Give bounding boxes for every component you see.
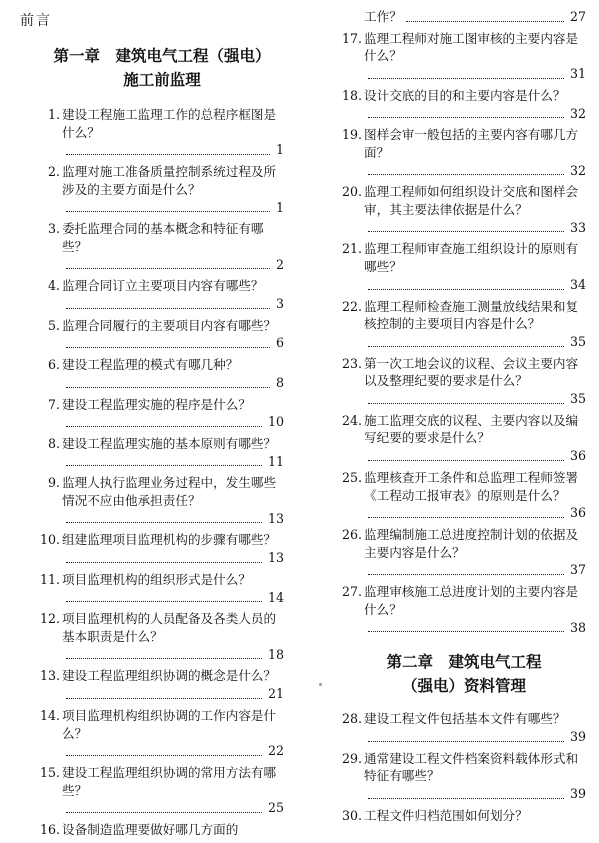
toc-entry-25[interactable] xyxy=(342,469,586,522)
toc-entry-9[interactable] xyxy=(40,474,284,527)
preface-heading: 前言 xyxy=(20,13,52,29)
toc-entry-16[interactable] xyxy=(40,821,284,839)
toc-entry-text: 建设工程文件包括基本文件有哪些？ xyxy=(364,711,566,727)
leader-dots xyxy=(368,797,564,799)
toc-entry-page: 35 xyxy=(569,391,586,407)
toc-entry-page: 32 xyxy=(569,162,586,178)
toc-entry-number: 19 . xyxy=(342,126,362,144)
toc-entry-number: 13 . xyxy=(40,667,60,685)
toc-entry-12[interactable] xyxy=(40,610,284,663)
toc-entry-3[interactable] xyxy=(40,220,284,273)
toc-entry-text: 监理核查开工条件和总监理工程师签署《工程动工报审表》的原则是什么？ xyxy=(364,469,579,503)
toc-entry-number: 26 . xyxy=(342,526,362,544)
toc-entry-page: 25 xyxy=(267,800,284,816)
toc-entry-text: 工作？ xyxy=(364,9,402,24)
toc-entry-number: 1 . xyxy=(40,106,60,124)
toc-entry-number: 16 . xyxy=(40,821,60,839)
toc-entry-number: 8 . xyxy=(40,435,60,453)
toc-entry-14[interactable] xyxy=(40,707,284,760)
toc-entry-number: 22 . xyxy=(342,298,362,316)
chapter-2-title-line1: 第二章 建筑电气工程 xyxy=(386,652,542,672)
toc-entry-page: 13 xyxy=(267,510,284,526)
toc-entry-19[interactable] xyxy=(342,126,586,179)
toc-entry-text: 建设工程监理组织协调的概念是什么？ xyxy=(62,668,277,684)
leader-dots xyxy=(66,346,270,348)
leader-dots xyxy=(66,754,262,756)
toc-entry-page: 2 xyxy=(275,256,284,272)
leader-dots xyxy=(66,267,270,269)
toc-entry-26[interactable] xyxy=(342,526,586,579)
toc-entry-27[interactable] xyxy=(342,583,586,636)
toc-entry-number: 27 . xyxy=(342,583,362,601)
leader-dots xyxy=(368,77,564,79)
toc-entry-22[interactable] xyxy=(342,298,586,351)
leader-dots xyxy=(368,402,564,404)
leader-dots xyxy=(66,657,262,659)
toc-entry-7[interactable] xyxy=(40,396,284,431)
toc-entry-number: 12 . xyxy=(40,610,60,628)
toc-entry-page: 39 xyxy=(569,786,586,802)
leader-dots xyxy=(368,230,564,232)
leader-dots xyxy=(66,600,262,602)
toc-entry-number: 30 . xyxy=(342,807,362,825)
toc-entry-2[interactable] xyxy=(40,163,284,216)
toc-entry-number: 10 . xyxy=(40,531,60,549)
toc-entry-page: 32 xyxy=(569,105,586,121)
toc-entry-page: 39 xyxy=(569,728,586,744)
toc-entry-text: 通常建设工程文件档案资料载体形式和特征有哪些？ xyxy=(364,750,579,784)
toc-entry-page: 1 xyxy=(275,199,284,215)
toc-entry-text: 监理工程师审查施工组织设计的原则有哪些？ xyxy=(364,241,579,275)
leader-dots xyxy=(66,307,270,309)
toc-entry-number: 18 . xyxy=(342,87,362,105)
toc-entry-number: 15 . xyxy=(40,764,60,782)
toc-entry-number: 28 . xyxy=(342,710,362,728)
leader-dots xyxy=(368,516,564,518)
toc-entry-text: 建设工程监理组织协调的常用方法有哪些？ xyxy=(62,764,277,798)
toc-entry-number: 3 . xyxy=(40,220,60,238)
toc-left-column xyxy=(40,44,284,843)
leader-dots xyxy=(368,573,564,575)
toc-entry-number: 14 . xyxy=(40,707,60,725)
toc-entry-6[interactable] xyxy=(40,356,284,391)
leader-dots xyxy=(368,173,564,175)
toc-entry-page: 37 xyxy=(569,562,586,578)
toc-entry-number: 29 . xyxy=(342,750,362,768)
toc-entry-13[interactable] xyxy=(40,667,284,702)
toc-entry-text: 监理合同订立主要项目内容有哪些？ xyxy=(62,278,264,294)
toc-entry-number: 4 . xyxy=(40,277,60,295)
toc-entry-page: 1 xyxy=(275,142,284,158)
toc-entry-page: 3 xyxy=(275,296,284,312)
leader-dots xyxy=(66,811,262,813)
leader-dots xyxy=(66,521,262,523)
toc-entry-text: 监理人执行监理业务过程中，发生哪些情况不应由他承担责任？ xyxy=(62,475,277,509)
toc-entry-text: 建设工程监理实施的程序是什么？ xyxy=(62,396,251,412)
toc-entry-number: 2 . xyxy=(40,163,60,181)
toc-entry-text: 项目监理机构组织协调的工作内容是什么？ xyxy=(62,707,277,741)
toc-entry-number: 24 . xyxy=(342,412,362,430)
toc-entry-text: 监理编制施工总进度控制计划的依据及主要内容是什么？ xyxy=(364,526,579,560)
toc-entry-text: 监理工程师对施工图审核的主要内容是什么？ xyxy=(364,30,579,64)
toc-entry-24[interactable] xyxy=(342,412,586,465)
toc-entry-text: 监理合同履行的主要项目内容有哪些？ xyxy=(62,317,277,333)
toc-entry-text: 设备制造监理要做好哪几方面的 xyxy=(62,822,239,838)
toc-entry-number: 17 . xyxy=(342,30,362,48)
toc-entry-5[interactable] xyxy=(40,317,284,352)
toc-entry-page: 21 xyxy=(267,686,284,702)
toc-entry-number: 23 . xyxy=(342,355,362,373)
toc-entry-page: 14 xyxy=(267,589,284,605)
toc-entry-text: 项目监理机构的组织形式是什么？ xyxy=(62,571,251,587)
toc-entry-number: 6 . xyxy=(40,356,60,374)
toc-entry-number: 9 . xyxy=(40,474,60,492)
leader-dots xyxy=(66,153,270,155)
toc-entry-page: 36 xyxy=(569,505,586,521)
toc-entry-page: 35 xyxy=(569,333,586,349)
leader-dots xyxy=(406,20,564,22)
toc-entry-text: 监理工程师如何组织设计交底和图样会审，其主要法律依据是什么？ xyxy=(364,184,579,218)
leader-dots xyxy=(368,740,564,742)
toc-entry-text: 第一次工地会议的议程、会议主要内容以及整理纪要的要求是什么？ xyxy=(364,355,579,389)
toc-entry-number: 11 . xyxy=(40,571,60,589)
decorative-dot xyxy=(319,683,322,686)
toc-entry-number: 5 . xyxy=(40,317,60,335)
toc-entry-page: 33 xyxy=(569,219,586,235)
toc-entry-page: 36 xyxy=(569,448,586,464)
toc-entry-text: 组建监理项目监理机构的步骤有哪些？ xyxy=(62,532,277,548)
toc-entry-page: 6 xyxy=(275,335,284,351)
toc-entry-18[interactable] xyxy=(342,87,586,122)
toc-entry-11[interactable] xyxy=(40,571,284,606)
toc-entry-text: 监理审核施工总进度计划的主要内容是什么？ xyxy=(364,584,579,617)
toc-entry-text: 项目监理机构的人员配备及各类人员的基本职责是什么？ xyxy=(62,611,277,644)
toc-entry-text: 建设工程施工监理工作的总程序框图是什么？ xyxy=(62,107,277,140)
leader-dots xyxy=(368,345,564,347)
toc-entry-text: 建设工程监理的模式有哪几种？ xyxy=(62,357,239,373)
toc-entry-text: 委托监理合同的基本概念和特征有哪些？ xyxy=(62,221,264,254)
chapter-2-title-line2: （强电）资料管理 xyxy=(401,676,526,696)
toc-entry-10[interactable] xyxy=(40,531,284,566)
toc-entry-1[interactable] xyxy=(40,106,284,159)
toc-entry-page: 31 xyxy=(569,66,586,82)
toc-entry-text: 工程文件归档范围如何划分？ xyxy=(364,807,528,823)
toc-entry-page: 34 xyxy=(569,276,586,292)
chapter-1-title-line2: 施工前监理 xyxy=(123,70,201,89)
toc-entry-4[interactable] xyxy=(40,277,284,312)
toc-entry-21[interactable] xyxy=(342,240,586,293)
leader-dots xyxy=(66,561,262,563)
chapter-1-title-line1: 第一章 建筑电气工程（强电） xyxy=(53,46,271,65)
toc-entry-8[interactable] xyxy=(40,435,284,470)
toc-entry-page: 11 xyxy=(267,453,284,469)
toc-entry-number: 7 . xyxy=(40,396,60,414)
leader-dots xyxy=(368,459,564,461)
leader-dots xyxy=(66,386,270,388)
toc-entry-number: 20 . xyxy=(342,183,362,201)
toc-entry-29[interactable] xyxy=(342,750,586,803)
toc-entry-28[interactable] xyxy=(342,710,586,745)
toc-entry-text: 监理工程师检查施工测量放线结果和复核控制的主要项目内容是什么？ xyxy=(364,298,579,332)
leader-dots xyxy=(66,210,270,212)
toc-entry-number: 25 . xyxy=(342,469,362,487)
leader-dots xyxy=(368,288,564,290)
leader-dots xyxy=(66,464,262,466)
toc-entry-text: 图样会审一般包括的主要内容有哪几方面？ xyxy=(364,127,579,160)
leader-dots xyxy=(66,425,262,427)
toc-entry-page: 10 xyxy=(267,414,284,430)
toc-entry-text: 施工监理交底的议程、主要内容以及编写纪要的要求是什么？ xyxy=(364,412,579,446)
toc-entry-17[interactable] xyxy=(342,30,586,83)
toc-entry-text: 监理对施工准备质量控制系统过程及所涉及的主要方面是什么？ xyxy=(62,164,277,197)
leader-dots xyxy=(66,697,262,699)
toc-entry-text: 建设工程监理实施的基本原则有哪些？ xyxy=(62,435,277,451)
toc-entry-page: 8 xyxy=(275,374,284,390)
toc-entry-page: 22 xyxy=(267,743,284,759)
toc-entry-30[interactable] xyxy=(342,807,586,825)
toc-entry-page: 13 xyxy=(267,550,284,566)
leader-dots xyxy=(368,630,564,632)
toc-entry-15[interactable] xyxy=(40,764,284,817)
toc-entry-20[interactable] xyxy=(342,183,586,236)
toc-entry-page: 38 xyxy=(569,619,586,635)
toc-right-column xyxy=(342,8,586,828)
toc-entry-text: 设计交底的目的和主要内容是什么？ xyxy=(364,87,566,103)
chapter-1-title xyxy=(40,44,284,92)
leader-dots xyxy=(368,116,564,118)
toc-entry-page: 18 xyxy=(267,646,284,662)
chapter-2-title xyxy=(342,650,586,698)
toc-entry-23[interactable] xyxy=(342,355,586,408)
toc-entry-number: 21 . xyxy=(342,240,362,258)
toc-entry-16-continued[interactable] xyxy=(342,8,586,26)
toc-entry-page: 27 xyxy=(569,9,586,24)
